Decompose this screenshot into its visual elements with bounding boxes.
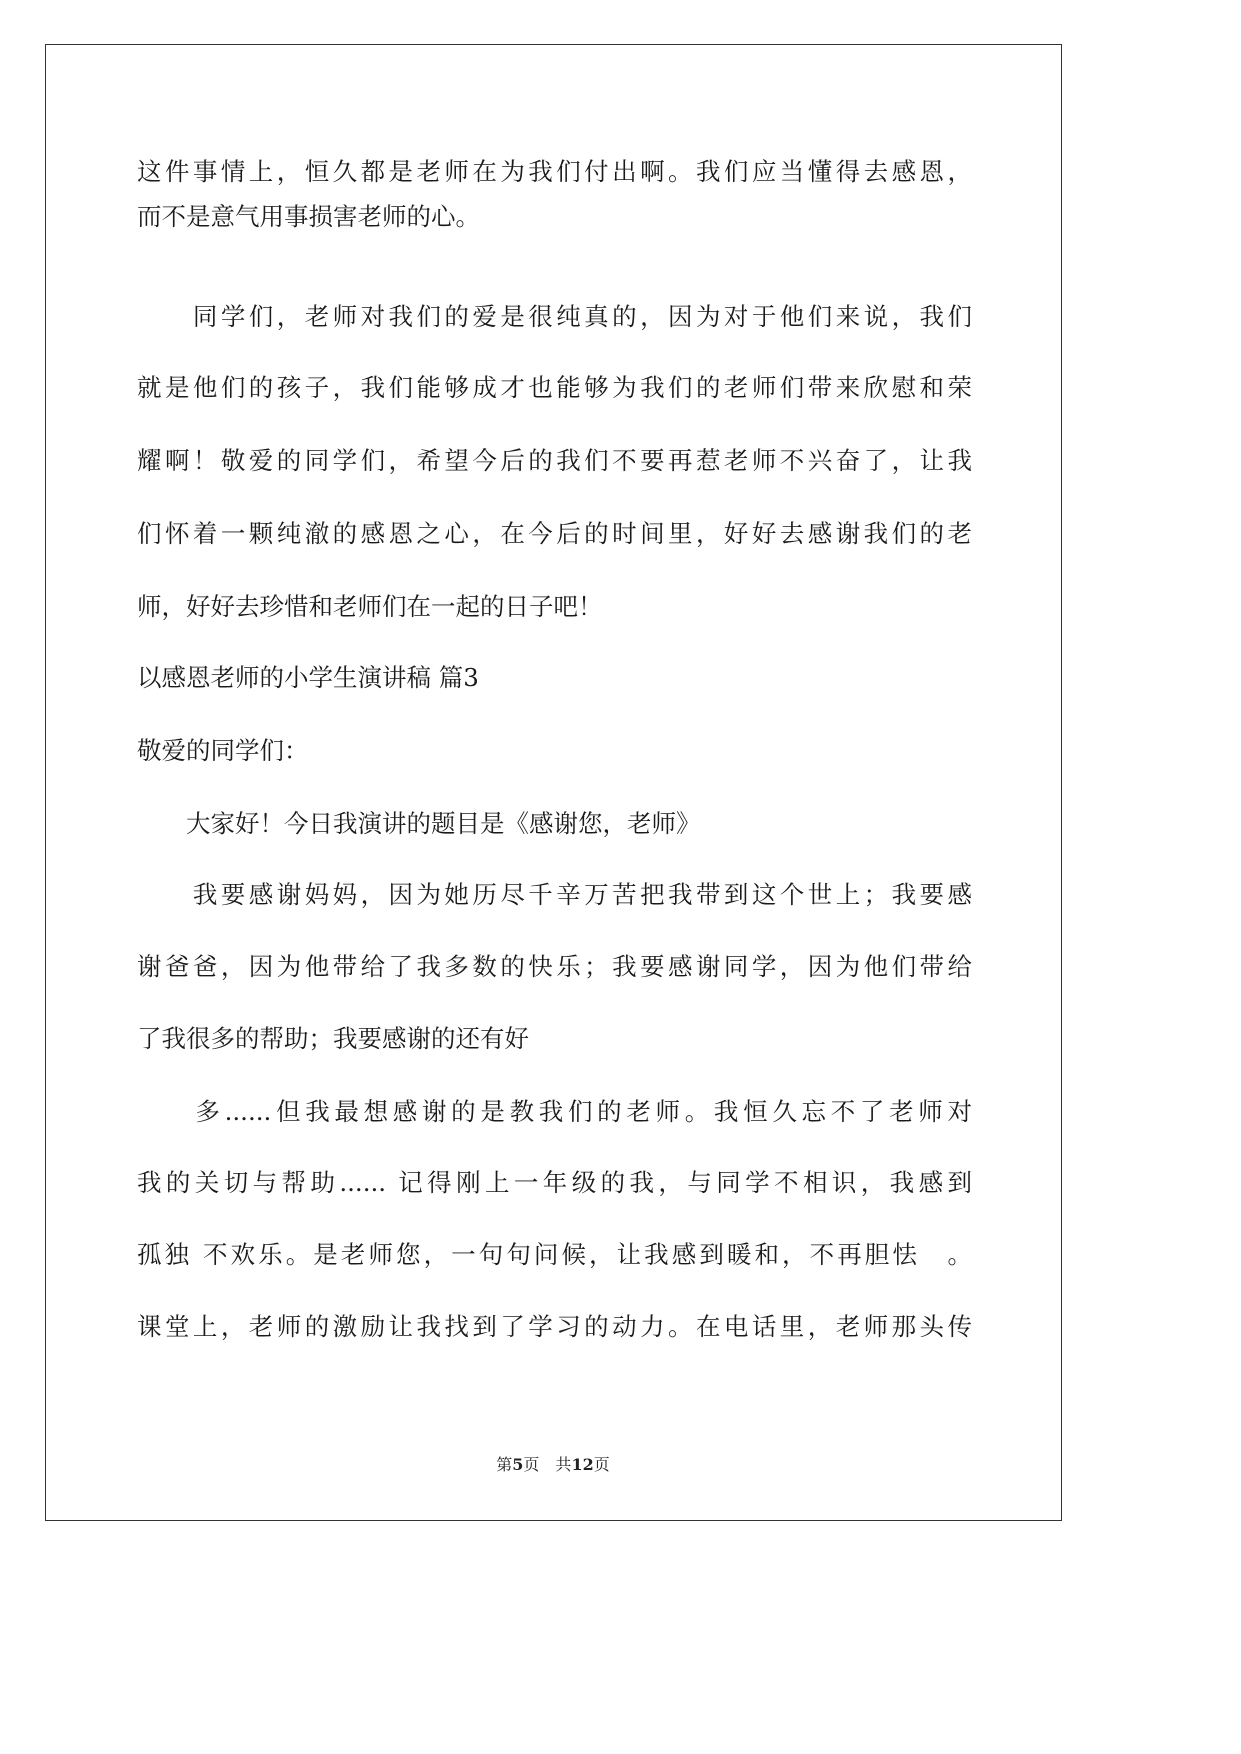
page-total: 12 (571, 1455, 594, 1474)
text-line: 耀啊！敬爱的同学们，希望今后的我们不要再惹老师不兴奋了，让我 (137, 446, 972, 475)
text-line: 师，好好去珍惜和老师们在一起的日子吧！ (137, 592, 603, 621)
text-line: 多......但我最想感谢的是教我们的老师。我恒久忘不了老师对 (137, 1097, 972, 1126)
text-line: 大家好！今日我演讲的题目是《感谢您，老师》 (137, 809, 701, 838)
text-line: 了我很多的帮助；我要感谢的还有好 (137, 1024, 529, 1053)
page-number: 5 (512, 1455, 524, 1474)
page-border (45, 44, 1062, 1521)
text-line: 这件事情上，恒久都是老师在为我们付出啊。我们应当懂得去感恩， (137, 157, 972, 186)
text-line: 同学们，老师对我们的爱是很纯真的，因为对于他们来说，我们 (137, 302, 972, 331)
text-line: 谢爸爸，因为他带给了我多数的快乐；我要感谢同学，因为他们带给 (137, 952, 972, 981)
text-line: 就是他们的孩子，我们能够成才也能够为我们的老师们带来欣慰和荣 (137, 373, 972, 402)
footer-suffix: 页 (593, 1455, 610, 1474)
footer-prefix: 第 (496, 1455, 513, 1474)
footer-mid: 页 共 (523, 1455, 572, 1474)
section-heading: 以感恩老师的小学生演讲稿 篇3 (137, 663, 479, 692)
salutation: 敬爱的同学们： (137, 736, 309, 765)
text-line: 而不是意气用事损害老师的心。 (137, 202, 480, 231)
page-footer (0, 1455, 1106, 1475)
text-line: 课堂上，老师的激励让我找到了学习的动力。在电话里，老师那头传 (137, 1312, 972, 1341)
text-line: 孤独 不欢乐。是老师您，一句句问候，让我感到暖和，不再胆怯 。 (137, 1240, 972, 1269)
text-line: 我要感谢妈妈，因为她历尽千辛万苦把我带到这个世上；我要感 (137, 880, 972, 909)
text-line: 们怀着一颗纯澈的感恩之心，在今后的时间里，好好去感谢我们的老 (137, 519, 972, 548)
text-line: 我的关切与帮助...... 记得刚上一年级的我，与同学不相识，我感到 (137, 1168, 972, 1197)
